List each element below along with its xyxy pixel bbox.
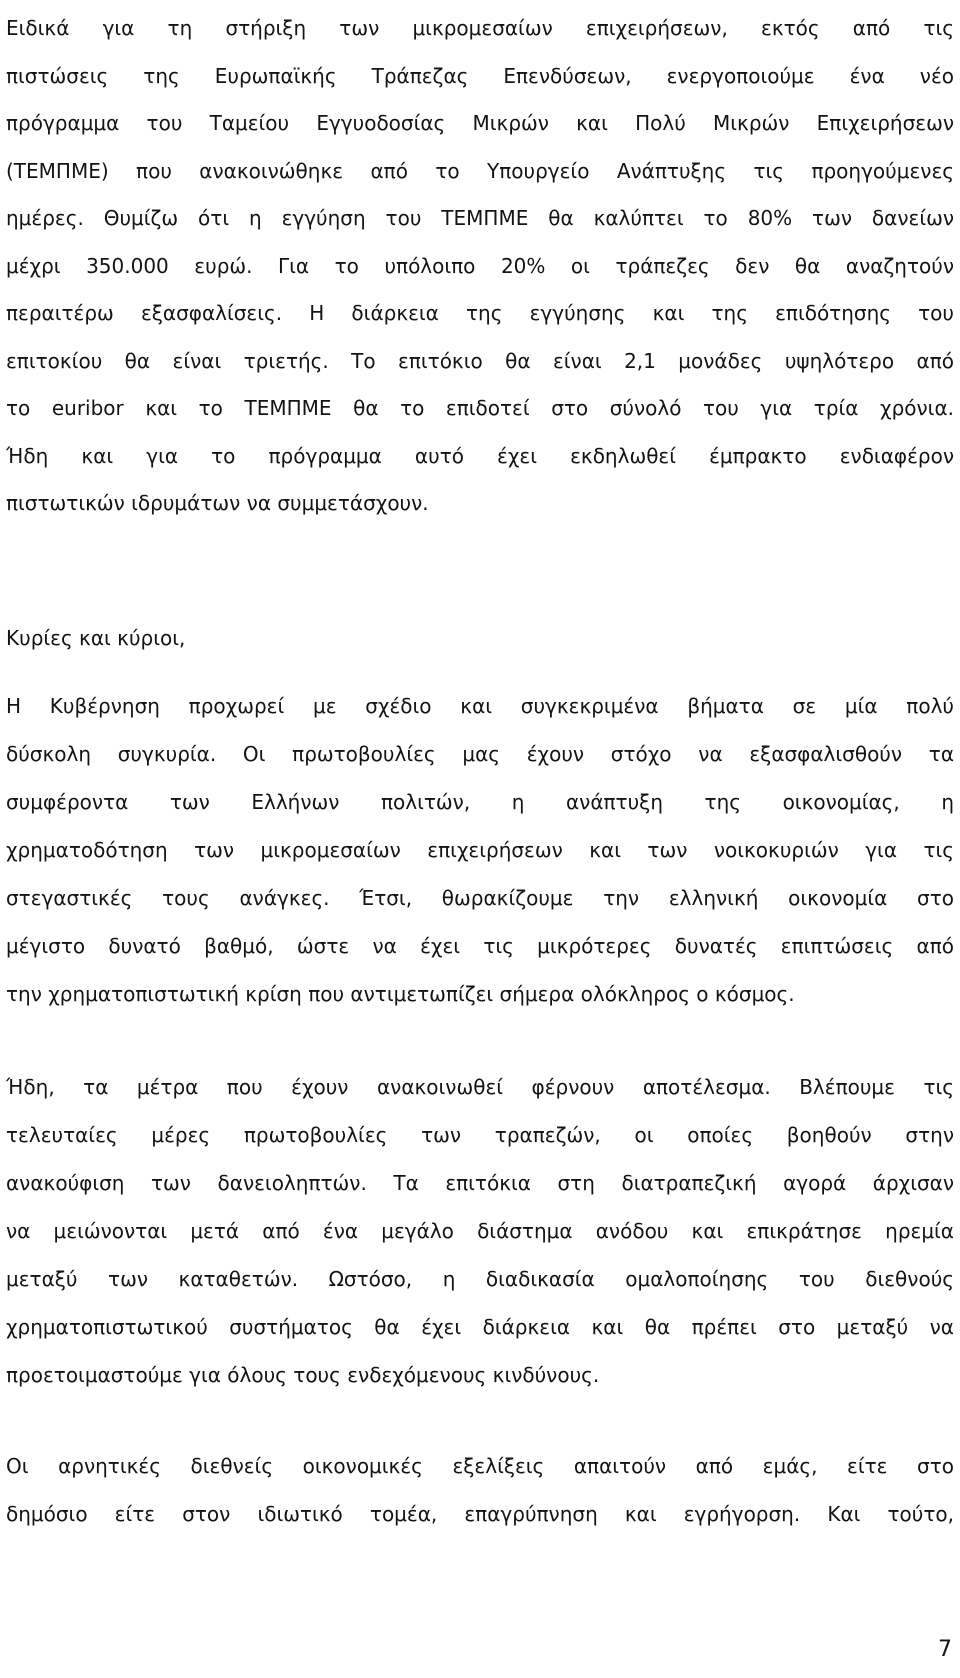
text-line: μεταξύ των καταθετών. Ωστόσο, η διαδικασία ομαλοποίησης του διεθνούς — [6, 1267, 954, 1291]
text-line: χρηματοδότηση των μικρομεσαίων επιχειρήσεων και των νοικοκυριών για τις — [6, 838, 954, 862]
page-number: 7 — [938, 1637, 952, 1662]
text-line: στεγαστικές τους ανάγκες. Έτσι, θωρακίζουμε την ελληνική οικονομία στο — [6, 886, 954, 910]
text-line: Οι αρνητικές διεθνείς οικονομικές εξελίξεις απαιτούν από εμάς, είτε στο — [6, 1454, 954, 1478]
text-line: προετοιμαστούμε για όλους τους ενδεχόμενους κινδύνους. — [6, 1363, 600, 1387]
text-line: συμφέροντα των Ελλήνων πολιτών, η ανάπτυξη της οικονομίας, η — [6, 790, 954, 814]
text-line: ανακούφιση των δανειοληπτών. Τα επιτόκια στη διατραπεζική αγορά άρχισαν — [6, 1171, 954, 1195]
text-line: πιστωτικών ιδρυμάτων να συμμετάσχουν. — [6, 491, 429, 515]
text-line: πιστώσεις της Ευρωπαϊκής Τράπεζας Επενδύσεων, ενεργοποιούμε ένα νέο — [6, 64, 954, 88]
text-line: τελευταίες μέρες πρωτοβουλίες των τραπεζών, οι οποίες βοηθούν στην — [6, 1123, 954, 1147]
text-line: ημέρες. Θυμίζω ότι η εγγύηση του ΤΕΜΠΜΕ θα καλύπτει το 80% των δανείων — [6, 206, 954, 230]
text-line: επιτοκίου θα είναι τριετής. Το επιτόκιο θα είναι 2,1 μονάδες υψηλότερο από — [6, 349, 954, 373]
text-line: την χρηματοπιστωτική κρίση που αντιμετωπίζει σήμερα ολόκληρος ο κόσμος. — [6, 982, 795, 1006]
text-line: Ειδικά για τη στήριξη των μικρομεσαίων επιχειρήσεων, εκτός από τις — [6, 16, 954, 40]
text-line: περαιτέρω εξασφαλίσεις. Η διάρκεια της εγγύησης και της επιδότησης του — [6, 301, 954, 325]
text-line: Ήδη και για το πρόγραμμα αυτό έχει εκδηλωθεί έμπρακτο ενδιαφέρον — [6, 444, 954, 468]
text-line: το euribor και το ΤΕΜΠΜΕ θα το επιδοτεί στο σύνολό του για τρία χρόνια. — [6, 396, 954, 420]
text-line: Κυρίες και κύριοι, — [6, 626, 186, 650]
text-line: δύσκολη συγκυρία. Οι πρωτοβουλίες μας έχουν στόχο να εξασφαλισθούν τα — [6, 742, 954, 766]
text-line: μέγιστο δυνατό βαθμό, ώστε να έχει τις μικρότερες δυνατές επιπτώσεις από — [6, 934, 954, 958]
text-line: δημόσιο είτε στον ιδιωτικό τομέα, επαγρύπνηση και εγρήγορση. Και τούτο, — [6, 1502, 954, 1526]
text-line: μέχρι 350.000 ευρώ. Για το υπόλοιπο 20% οι τράπεζες δεν θα αναζητούν — [6, 254, 954, 278]
text-line: πρόγραμμα του Ταμείου Εγγυοδοσίας Μικρών και Πολύ Μικρών Επιχειρήσεων — [6, 111, 954, 135]
text-line: Ήδη, τα μέτρα που έχουν ανακοινωθεί φέρνουν αποτέλεσμα. Βλέπουμε τις — [6, 1075, 954, 1099]
text-line: να μειώνονται μετά από ένα μεγάλο διάστημα ανόδου και επικράτησε ηρεμία — [6, 1219, 954, 1243]
text-line: Η Κυβέρνηση προχωρεί με σχέδιο και συγκεκριμένα βήματα σε μία πολύ — [6, 694, 954, 718]
text-line: (ΤΕΜΠΜΕ) που ανακοινώθηκε από το Υπουργείο Ανάπτυξης τις προηγούμενες — [6, 159, 954, 183]
text-line: χρηματοπιστωτικού συστήματος θα έχει διάρκεια και θα πρέπει στο μεταξύ να — [6, 1315, 954, 1339]
